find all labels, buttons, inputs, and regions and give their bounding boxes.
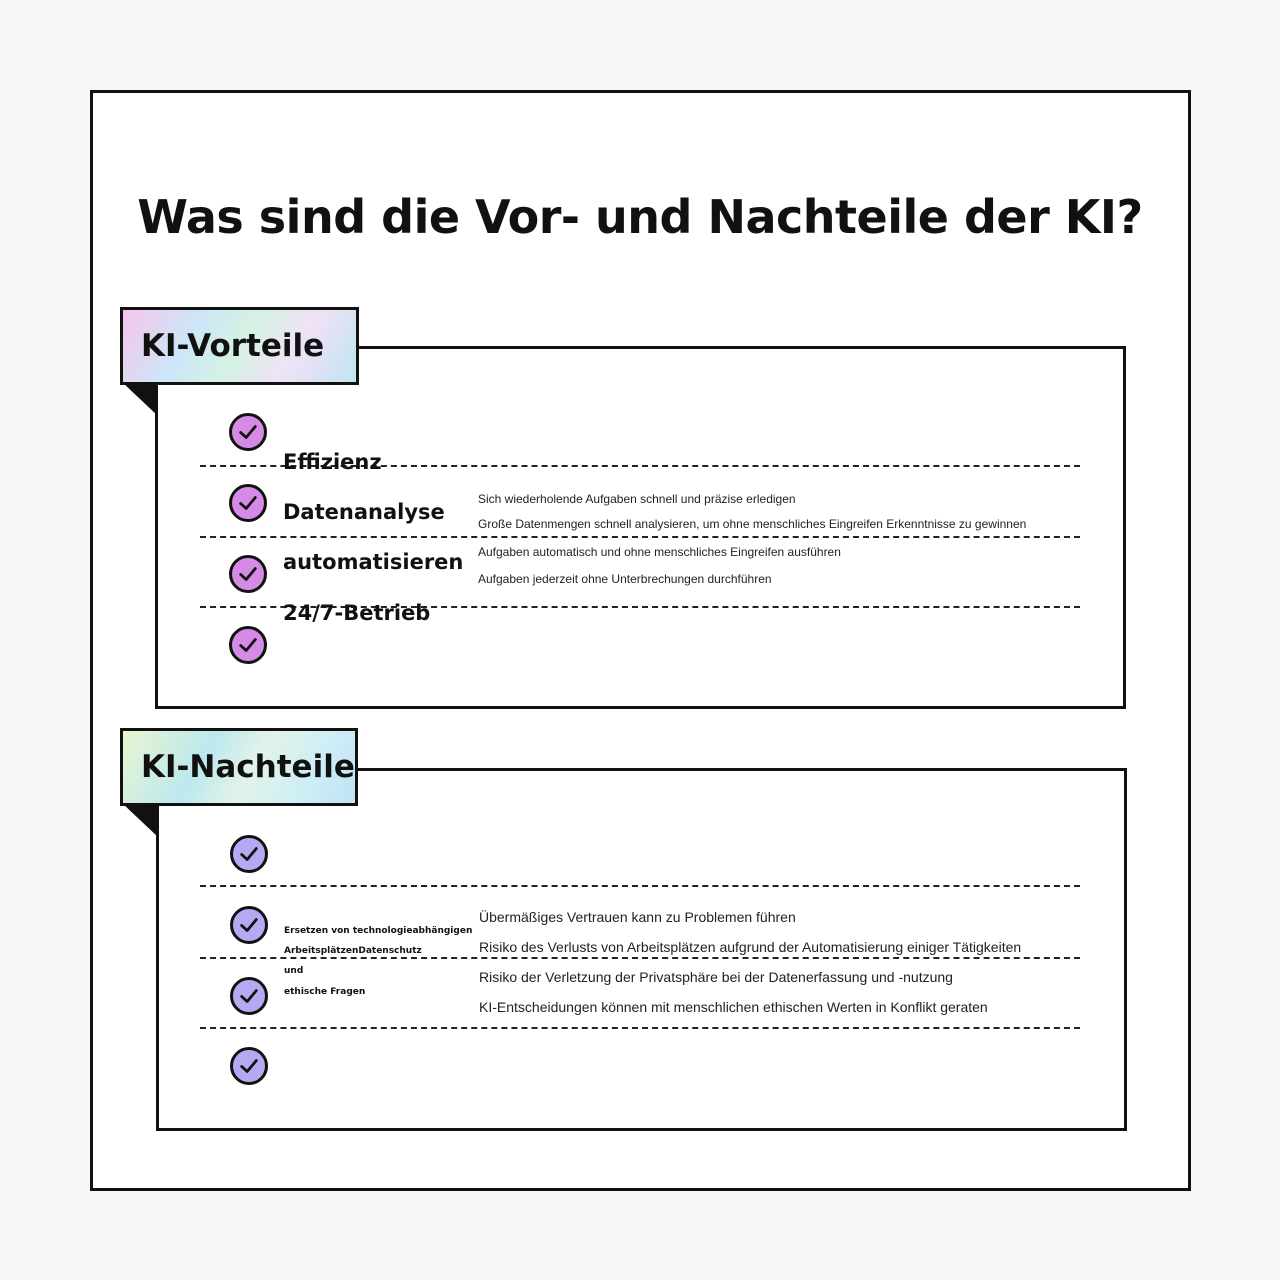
check-icon <box>230 906 268 944</box>
pros-tag-fold <box>122 382 158 416</box>
cons-keyword: Ersetzen von technologieabhängigen <box>284 926 473 936</box>
check-icon <box>229 413 267 451</box>
cons-description: Übermäßiges Vertrauen kann zu Problemen führen <box>479 909 796 925</box>
check-icon <box>230 835 268 873</box>
cons-tag-fold <box>122 803 158 837</box>
cons-keyword: ArbeitsplätzenDatenschutz <box>284 946 422 956</box>
cons-description: Risiko des Verlusts von Arbeitsplätzen aufgrund der Automatisierung einiger Tätigkeiten <box>479 939 1022 955</box>
pros-description: Sich wiederholende Aufgaben schnell und präzise erledigen <box>478 492 796 506</box>
check-icon <box>229 555 267 593</box>
pros-description: Große Datenmengen schnell analysieren, um ohne menschliches Eingreifen Erkenntnisse zu gewinnen <box>478 517 1027 531</box>
pros-keyword: automatisieren <box>283 550 464 574</box>
cons-keyword: ethische Fragen <box>284 987 366 997</box>
pros-keyword: Datenanalyse <box>283 500 445 524</box>
divider <box>200 1027 1080 1029</box>
pros-keyword: 24/7-Betrieb <box>283 601 431 625</box>
page-title: Was sind die Vor- und Nachteile der KI? <box>137 190 1143 244</box>
pros-keyword: Effizienz <box>283 450 382 474</box>
cons-keyword: und <box>284 966 304 976</box>
pros-description: Aufgaben automatisch und ohne menschliches Eingreifen ausführen <box>478 545 841 559</box>
cons-description: KI-Entscheidungen können mit menschlichen ethischen Werten in Konflikt geraten <box>479 999 988 1015</box>
check-icon <box>229 484 267 522</box>
check-icon <box>230 1047 268 1085</box>
pros-tag: KI-Vorteile <box>120 307 359 385</box>
divider <box>200 885 1080 887</box>
pros-description: Aufgaben jederzeit ohne Unterbrechungen durchführen <box>478 572 772 586</box>
cons-description: Risiko der Verletzung der Privatsphäre bei der Datenerfassung und -nutzung <box>479 969 953 985</box>
divider <box>200 536 1080 538</box>
check-icon <box>230 977 268 1015</box>
divider <box>200 957 1080 959</box>
check-icon <box>229 626 267 664</box>
cons-tag: KI-Nachteile <box>120 728 358 806</box>
